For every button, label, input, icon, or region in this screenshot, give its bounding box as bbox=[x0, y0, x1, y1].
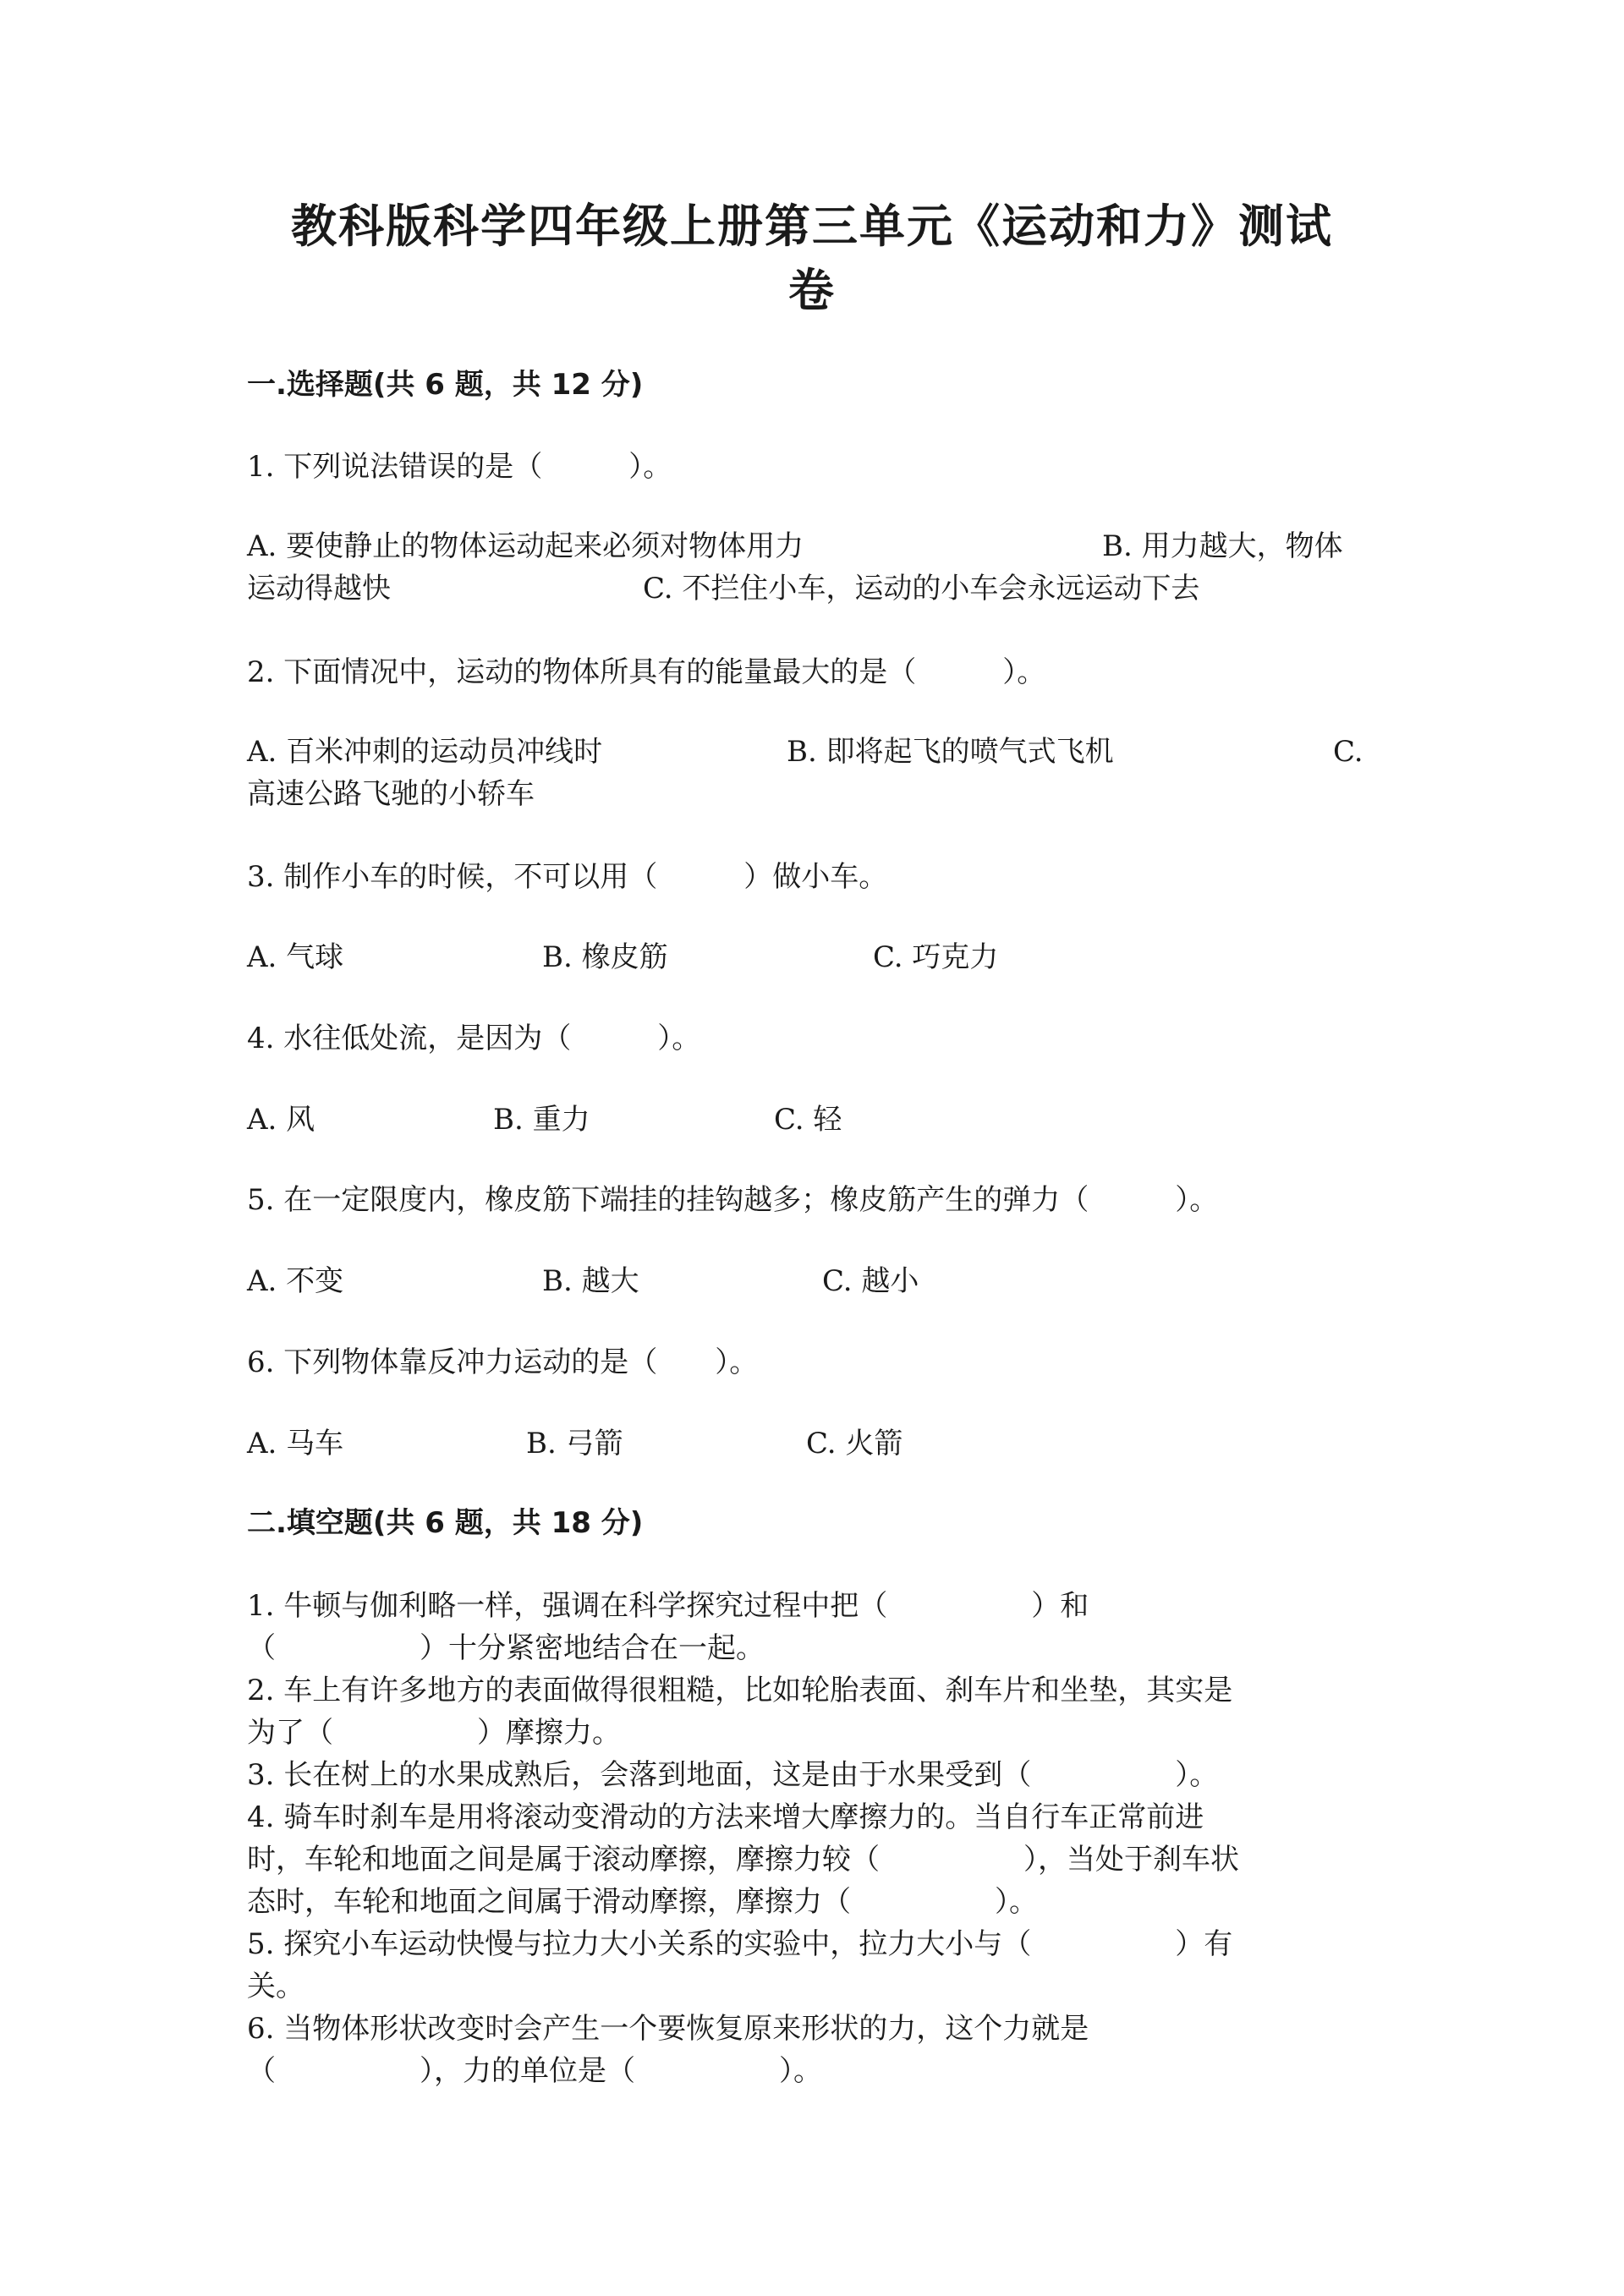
question-1-option-b-continued: 运动得越快 bbox=[247, 572, 391, 606]
fill-line-9: 5. 探究小车运动快慢与拉力大小关系的实验中，拉力大小与（ ）有 bbox=[247, 1927, 1233, 1961]
document-title bbox=[169, 195, 1455, 323]
fill-line-5: 3. 长在树上的水果成熟后，会落到地面，这是由于水果受到（ ）。 bbox=[247, 1758, 1219, 1792]
section-heading-choice: 一.选择题(共 6 题，共 12 分) bbox=[247, 368, 644, 402]
fill-line-6: 4. 骑车时刹车是用将滚动变滑动的方法来增大摩擦力的。当自行车正常前进 bbox=[247, 1800, 1204, 1834]
question-5-options bbox=[247, 1260, 1380, 1302]
question-4-option-b: B. 重力 bbox=[493, 1103, 590, 1137]
question-1-options-row-1 bbox=[247, 525, 1380, 567]
question-5-option-b: B. 越大 bbox=[542, 1264, 639, 1298]
fill-line-10: 关。 bbox=[247, 1970, 304, 2003]
question-1-stem: 1. 下列说法错误的是（ ）。 bbox=[247, 450, 672, 484]
fill-line-7: 时，车轮和地面之间是属于滚动摩擦，摩擦力较（ ），当处于刹车状 bbox=[247, 1843, 1239, 1877]
question-1-option-c: C. 不拦住小车，运动的小车会永远运动下去 bbox=[643, 572, 1200, 606]
question-4-option-c: C. 轻 bbox=[774, 1103, 842, 1137]
question-2-stem: 2. 下面情况中，运动的物体所具有的能量最大的是（ ）。 bbox=[247, 655, 1046, 689]
question-6-stem: 6. 下列物体靠反冲力运动的是（ ）。 bbox=[247, 1345, 759, 1379]
title-line-2: 卷 bbox=[788, 264, 836, 317]
question-4-option-a: A. 风 bbox=[247, 1103, 315, 1137]
fill-line-11: 6. 当物体形状改变时会产生一个要恢复原来形状的力，这个力就是 bbox=[247, 2012, 1089, 2046]
fill-line-2: （ ）十分紧密地结合在一起。 bbox=[247, 1631, 765, 1665]
question-3-option-c: C. 巧克力 bbox=[873, 940, 999, 974]
question-4-options bbox=[247, 1099, 1380, 1141]
fill-line-12: （ ），力的单位是（ ）。 bbox=[247, 2054, 822, 2088]
question-1-options-row-2 bbox=[247, 567, 1380, 610]
fill-line-1: 1. 牛顿与伽利略一样，强调在科学探究过程中把（ ）和 bbox=[247, 1589, 1089, 1623]
question-2-option-a: A. 百米冲刺的运动员冲线时 bbox=[247, 735, 603, 769]
question-6-option-b: B. 弓箭 bbox=[526, 1427, 623, 1460]
fill-line-8: 态时，车轮和地面之间属于滑动摩擦，摩擦力（ ）。 bbox=[247, 1885, 1038, 1919]
question-5-option-a: A. 不变 bbox=[247, 1264, 344, 1298]
question-2-option-b: B. 即将起飞的喷气式飞机 bbox=[787, 735, 1114, 769]
title-line-1: 教科版科学四年级上册第三单元《运动和力》测试 bbox=[291, 200, 1333, 253]
question-3-option-a: A. 气球 bbox=[247, 940, 344, 974]
question-6-option-a: A. 马车 bbox=[247, 1427, 344, 1460]
question-4-stem: 4. 水往低处流，是因为（ ）。 bbox=[247, 1022, 701, 1055]
section-heading-fill-blank: 二.填空题(共 6 题，共 18 分) bbox=[247, 1506, 644, 1540]
question-2-option-c-continued: 高速公路飞驰的小轿车 bbox=[247, 777, 535, 811]
question-2-option-c: C. bbox=[1333, 735, 1363, 769]
question-6-options bbox=[247, 1422, 1380, 1465]
question-1-option-a: A. 要使静止的物体运动起来必须对物体用力 bbox=[247, 529, 804, 563]
question-5-option-c: C. 越小 bbox=[822, 1264, 919, 1298]
question-3-options bbox=[247, 936, 1380, 978]
question-3-option-b: B. 橡皮筋 bbox=[542, 940, 668, 974]
fill-line-3: 2. 车上有许多地方的表面做得很粗糙，比如轮胎表面、刹车片和坐垫，其实是 bbox=[247, 1674, 1233, 1707]
fill-line-4: 为了（ ）摩擦力。 bbox=[247, 1716, 621, 1750]
question-2-options-row-1 bbox=[247, 731, 1380, 773]
question-5-stem: 5. 在一定限度内，橡皮筋下端挂的挂钩越多；橡皮筋产生的弹力（ ）。 bbox=[247, 1183, 1219, 1217]
question-6-option-c: C. 火箭 bbox=[806, 1427, 903, 1460]
question-2-options-row-2 bbox=[247, 773, 1380, 815]
question-1-option-b: B. 用力越大，物体 bbox=[1102, 529, 1343, 563]
question-3-stem: 3. 制作小车的时候，不可以用（ ）做小车。 bbox=[247, 860, 888, 894]
